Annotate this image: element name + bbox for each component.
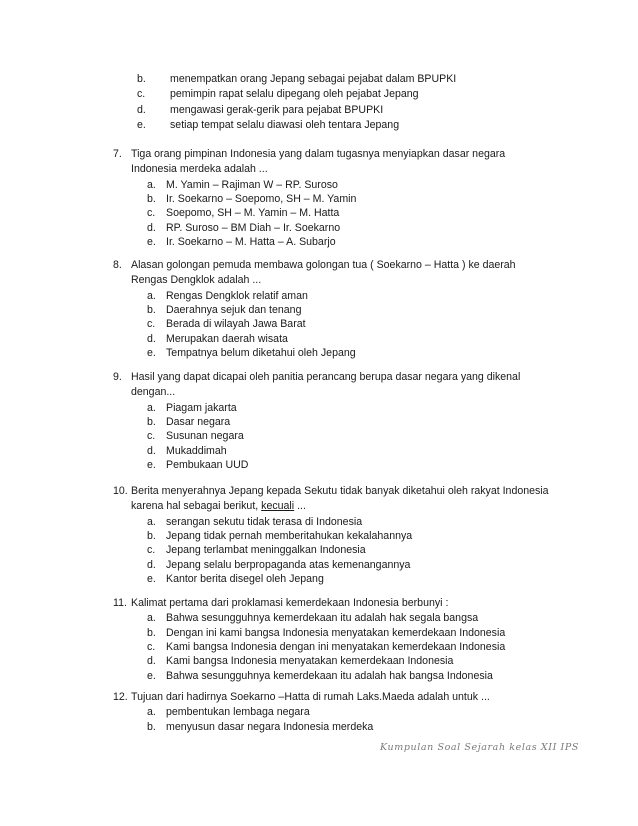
option-text: Pembukaan UUD (166, 459, 249, 472)
question-text: Hasil yang dapat dicapai oleh panitia perancang berupa dasar negara yang dikenal (131, 371, 521, 383)
option-item (147, 178, 553, 192)
option-label: b. (147, 303, 156, 316)
option-item (147, 429, 553, 443)
option-item (147, 572, 553, 586)
question-text-continued: Indonesia merdeka adalah ... (131, 163, 268, 176)
question-text-part: ... (294, 500, 306, 513)
options-list (113, 705, 553, 734)
option-label: e. (147, 236, 156, 249)
option-text: menempatkan orang Jepang sebagai pejabat dalam BPUPKI (170, 73, 457, 85)
option-item (147, 543, 553, 557)
question-number: 11. (113, 597, 127, 609)
option-label: b. (147, 192, 156, 205)
option-item (147, 611, 553, 625)
option-label: d. (147, 655, 156, 668)
underlined-keyword: kecuali (261, 500, 295, 513)
question-text-part: karena hal sebagai berikut, (131, 500, 262, 513)
option-label: b. (147, 626, 156, 639)
option-item (147, 289, 553, 303)
question-9 (113, 370, 553, 473)
question-number: 12. (113, 691, 128, 703)
option-item (147, 303, 553, 317)
option-item (137, 118, 456, 133)
option-item (147, 626, 553, 640)
option-text: Merupakan daerah wisata (166, 332, 288, 345)
option-text: menyusun dasar negara Indonesia merdeka (166, 720, 374, 733)
option-text: Bahwa sesungguhnya kemerdekaan itu adalah hak segala bangsa (166, 612, 479, 625)
option-text: serangan sekutu tidak terasa di Indonesia (166, 515, 363, 528)
option-item (147, 720, 553, 734)
option-item (147, 558, 553, 572)
option-item (147, 529, 553, 543)
options-list (113, 178, 553, 250)
options-list (113, 289, 553, 361)
question-text-continued: dengan... (131, 386, 176, 399)
options-list (113, 401, 553, 473)
option-label: c. (147, 207, 156, 220)
option-text: Jepang tidak pernah memberitahukan kekalahannya (166, 529, 413, 542)
option-item (147, 192, 553, 206)
option-item (147, 654, 553, 668)
option-item (147, 206, 553, 220)
option-text: Susunan negara (166, 430, 244, 443)
question-text: Tujuan dari hadirnya Soekarno –Hatta di rumah Laks.Maeda adalah untuk ... (131, 691, 490, 703)
previous-question-options (137, 72, 456, 133)
option-item (147, 332, 553, 346)
option-label: c. (137, 88, 146, 101)
option-label: c. (147, 544, 156, 557)
option-item (147, 669, 553, 683)
option-label: d. (147, 332, 156, 345)
question-text: Kalimat pertama dari proklamasi kemerdekaan Indonesia berbunyi : (131, 597, 449, 609)
option-text: Soepomo, SH – M. Yamin – M. Hatta (166, 207, 340, 220)
option-text: Ir. Soekarno – M. Hatta – A. Subarjo (166, 236, 336, 249)
option-text: Tempatnya belum diketahui oleh Jepang (166, 347, 356, 360)
option-label: b. (147, 415, 156, 428)
option-label: c. (147, 641, 156, 654)
option-item (147, 401, 553, 415)
option-label: d. (147, 558, 156, 571)
option-label: a. (147, 178, 156, 191)
option-text: Jepang terlambat meninggalkan Indonesia (166, 544, 366, 557)
option-text: Dengan ini kami bangsa Indonesia menyatakan kemerdekaan Indonesia (166, 626, 506, 639)
option-text: M. Yamin – Rajiman W – RP. Suroso (166, 178, 338, 191)
option-item (147, 515, 553, 529)
option-item (147, 221, 553, 235)
question-number: 8. (113, 259, 122, 271)
option-text: setiap tempat selalu diawasi oleh tentara Jepang (170, 118, 400, 131)
question-7 (113, 147, 553, 250)
option-label: d. (147, 444, 156, 457)
question-text-continued (113, 499, 553, 514)
option-text: Rengas Dengklok relatif aman (166, 289, 308, 302)
option-item (147, 235, 553, 249)
option-text: Kami bangsa Indonesia dengan ini menyatakan kemerdekaan Indonesia (166, 641, 506, 654)
question-text: Alasan golongan pemuda membawa golongan tua ( Soekarno – Hatta ) ke daerah (131, 259, 516, 271)
option-label: a. (147, 706, 156, 719)
option-item (137, 72, 456, 87)
option-text: Piagam jakarta (166, 401, 237, 414)
option-text: Kantor berita disegel oleh Jepang (166, 573, 324, 586)
question-12 (113, 690, 553, 734)
option-item (147, 317, 553, 331)
option-label: c. (147, 318, 156, 331)
option-label: e. (137, 118, 146, 131)
option-text: RP. Suroso – BM Diah – Ir. Soekarno (166, 221, 341, 234)
option-item (147, 415, 553, 429)
option-item (147, 346, 553, 360)
option-label: e. (147, 669, 156, 682)
question-number: 7. (113, 148, 122, 160)
option-label: b. (147, 529, 156, 542)
option-label: e. (147, 347, 156, 360)
option-text: pemimpin rapat selalu dipegang oleh pejabat Jepang (170, 88, 419, 101)
option-text: Bahwa sesungguhnya kemerdekaan itu adalah hak bangsa Indonesia (166, 669, 493, 682)
option-label: b. (147, 720, 156, 733)
option-text: Kami bangsa Indonesia menyatakan kemerdekaan Indonesia (166, 655, 454, 668)
question-text: Tiga orang pimpinan Indonesia yang dalam tugasnya menyiapkan dasar negara (131, 148, 506, 160)
question-text: Berita menyerahnya Jepang kepada Sekutu tidak banyak diketahui oleh rakyat Indonesia (131, 485, 549, 497)
option-label: c. (147, 430, 156, 443)
option-text: mengawasi gerak-gerik para pejabat BPUPKI (170, 103, 384, 116)
option-item (147, 458, 553, 472)
option-label: b. (137, 73, 146, 85)
option-text: Mukaddimah (166, 444, 227, 457)
option-item (147, 444, 553, 458)
option-text: Daerahnya sejuk dan tenang (166, 303, 302, 316)
question-11 (113, 596, 553, 683)
option-text: Ir. Soekarno – Soepomo, SH – M. Yamin (166, 192, 357, 205)
option-item (147, 705, 553, 719)
option-label: d. (147, 221, 156, 234)
question-10 (113, 484, 553, 587)
option-item (137, 103, 456, 118)
options-list (113, 611, 553, 683)
options-list (113, 515, 553, 587)
option-text: Dasar negara (166, 415, 231, 428)
option-item (147, 640, 553, 654)
option-item (137, 87, 456, 102)
question-number: 10. (113, 485, 128, 497)
option-text: Jepang selalu berpropaganda atas kemenangannya (166, 558, 411, 571)
page-footer: Kumpulan Soal Sejarah kelas XII IPS (380, 742, 580, 753)
option-label: a. (147, 515, 156, 528)
option-label: a. (147, 612, 156, 625)
option-label: e. (147, 459, 156, 472)
option-label: e. (147, 573, 156, 586)
question-number: 9. (113, 371, 122, 383)
option-text: Berada di wilayah Jawa Barat (166, 318, 306, 331)
option-text: pembentukan lembaga negara (166, 706, 310, 719)
option-label: a. (147, 401, 156, 414)
question-text-continued: Rengas Dengklok adalah ... (131, 274, 262, 287)
option-label: a. (147, 289, 156, 302)
question-8 (113, 258, 553, 361)
option-label: d. (137, 103, 146, 116)
